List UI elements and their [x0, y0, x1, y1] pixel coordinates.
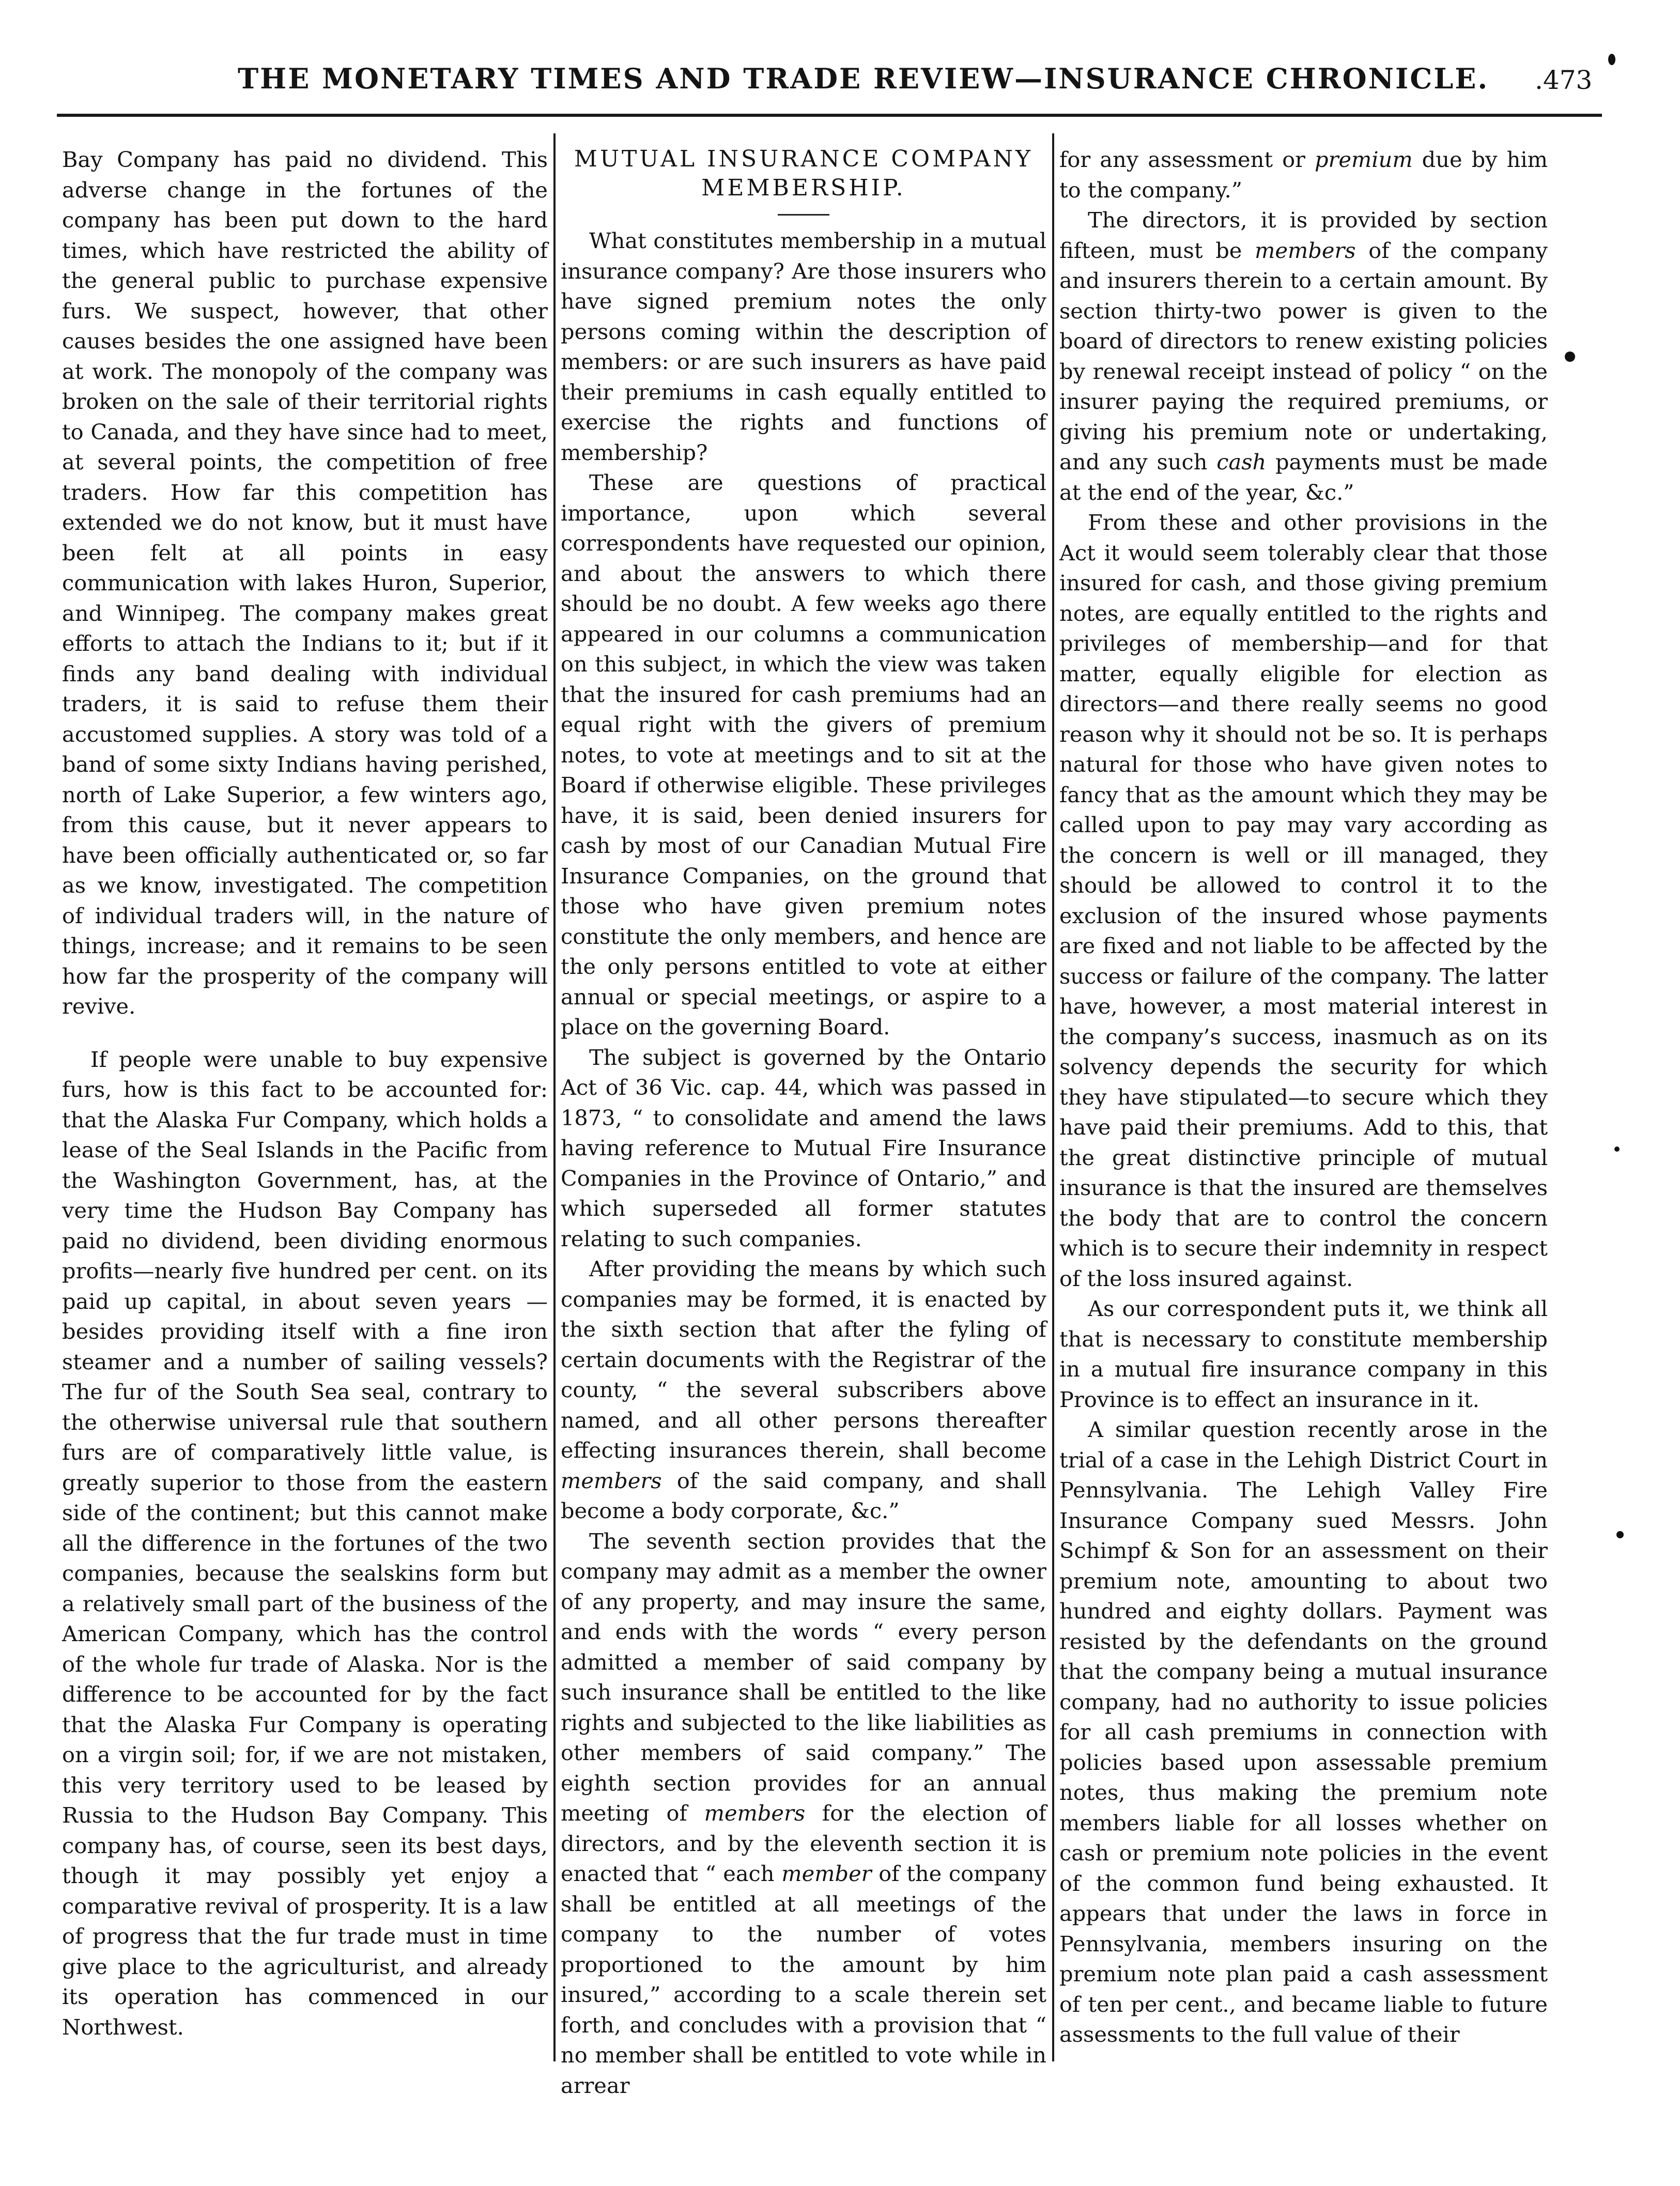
article-paragraph	[1059, 205, 1548, 508]
italic-run: members	[704, 1800, 806, 1826]
page-header	[57, 52, 1607, 109]
italic-run: members	[561, 1467, 662, 1493]
margin-dot	[1614, 1146, 1620, 1152]
article-paragraph: As our correspondent puts it, we think all that is necessary to constitute membership in a mutual fire insurance company in this Province is to effect an insurance in it.	[1059, 1296, 1548, 1412]
italic-run: cash	[1216, 449, 1267, 475]
italic-run: members	[1255, 237, 1356, 263]
article-paragraph	[1059, 145, 1548, 205]
italic-run: premium	[1314, 147, 1413, 172]
headline-rule	[778, 214, 829, 216]
article-paragraph: A similar question recently arose in the trial of a case in the Lehigh District Court in Pennsylvania. The Lehigh Valley Fire Insurance Company sued Messrs. John Schimpf & Son for an assessment on their premium note, amounting to about two hundred and eighty dollars. Payment was resisted by the defendants on the ground that the company being a mutual insurance company, had no authority to issue policies for all cash premiums in connection with policies based upon assessable premium notes, thus making the premium note members liable for all losses whether on cash or premium note policies in the event of the common fund being exhausted. It appears that under the laws in force in Pennsylvania, members insuring on the premium note plan paid a cash assessment of ten per cent., and became liable to future assessments to the full value of their	[1059, 1417, 1548, 2047]
article-paragraph: Bay Company has paid no dividend. This adverse change in the fortunes of the company has been put down to the hard times, which have restricted the ability of the general public to purchase expensive furs. We suspect, however, that other causes besides the one assigned have been at work. The monopoly of the company was broken on the sale of their territorial rights to Canada, and they have since had to meet, at several points, the competition of free traders. How far this competition has extended we do not know, but it must have been felt at all points in easy communication with lakes Huron, Superior, and Winnipeg. The company makes great efforts to attach the Indians to it; but if it finds any band dealing with individual traders, it is said to refuse them their accustomed supplies. A story was told of a band of some sixty Indians having perished, north of Lake Superior, a few winters ago, from this cause, but it never appears to have been officially authenticated or, so far as we know, investigated. The competition of individual traders will, in the nature of things, increase; and it remains to be seen how far the prosperity of the company will revive.	[62, 147, 548, 1019]
text-run: due by him to the company.”	[1059, 147, 1548, 203]
margin-dot	[1565, 351, 1575, 362]
text-run: payments must be made at the end of the year, &c.”	[1059, 449, 1548, 505]
margin-dot	[1608, 54, 1615, 65]
text-run: of the company shall be entitled at all meetings of the company to the number of votes proportioned to the amount by him insured,” according to a scale therein set forth, and concludes with a provision that “ no member shall be entitled to vote while in arrear	[561, 1861, 1046, 2098]
column-2	[561, 145, 1046, 2101]
column-divider-left	[553, 133, 556, 2061]
running-title: THE MONETARY TIMES AND TRADE REVIEW—INSURANCE CHRONICLE.	[238, 62, 1489, 95]
article-paragraph	[561, 1254, 1046, 1526]
header-rule	[57, 114, 1602, 117]
article-paragraph	[561, 1526, 1046, 2101]
margin-dot	[1616, 1531, 1624, 1538]
article-paragraph: The subject is governed by the Ontario Act of 36 Vic. cap. 44, which was passed in 1873, “ to consolidate and amend the laws having reference to Mutual Fire Insurance Companies in the Province of Ontario,” and which superseded all former statutes relating to such companies.	[561, 1044, 1046, 1251]
italic-run: member	[781, 1861, 872, 1886]
column-3	[1059, 145, 1548, 2050]
text-run: for the election of directors, and by the eleventh section it is enacted that “ each	[561, 1800, 1046, 1886]
column-divider-right	[1052, 133, 1054, 2061]
text-run: for any assessment or	[1059, 147, 1315, 172]
text-run: The directors, it is provided by section fifteen, must be	[1059, 207, 1548, 263]
text-run: of the said company, and shall become a body corporate, &c.”	[561, 1467, 1046, 1523]
text-run: After providing the means by which such companies may be formed, it is enacted by the sixth section that after the fyling of certain documents with the Registrar of the county, “ the several subscribers above named, and all other persons thereafter effecting insurances therein, shall become	[561, 1256, 1046, 1463]
article-paragraph: What constitutes membership in a mutual insurance company? Are those insurers who have signed premium notes the only persons coming within the description of members: or are such insurers as have paid their premiums in cash equally entitled to exercise the rights and functions of membership?	[561, 228, 1046, 465]
article-headline: MUTUAL INSURANCE COMPANY MEMBERSHIP.	[574, 146, 1034, 201]
article-paragraph: If people were unable to buy expensive furs, how is this fact to be accounted for: that the Alaska Fur Company, which holds a lease of the Seal Islands in the Pacific from the Washington Government, has, at the very time the Hudson Bay Company has paid no dividend, been dividing enormous profits—nearly five hundred per cent. on its paid up capital, in about seven years —besides providing itself with a fine iron steamer and a number of sailing vessels? The fur of the South Sea seal, contrary to the otherwise universal rule that southern furs are of comparatively little value, is greatly superior to those from the eastern side of the continent; but this cannot make all the difference in the fortunes of the two companies, because the sealskins form but a relatively small part of the business of the American Company, which has the control of the whole fur trade of Alaska. Nor is the difference to be accounted for by the fact that the Alaska Fur Company is operating on a virgin soil; for, if we are not mistaken, this very territory used to be leased by Russia to the Hudson Bay Company. This company has, of course, seen its best days, though it may possibly yet enjoy a comparative revival of prosperity. It is a law of progress that the fur trade must in time give place to the agriculturist, and already its operation has commenced in our Northwest.	[62, 1046, 548, 2040]
text-run: of the company and insurers therein to a certain amount. By section thirty-two power is given to the board of directors to renew existing policies by renewal receipt instead of policy “ on the insurer paying the required premiums, or giving his premium note or undertaking, and any such	[1059, 237, 1548, 475]
column-1	[62, 145, 548, 2042]
article-paragraph: These are questions of practical importance, upon which several correspondents have requested our opinion, and about the answers to which there should be no doubt. A few weeks ago there appeared in our columns a communication on this subject, in which the view was taken that the insured for cash premiums had an equal right with the givers of premium notes, to vote at meetings and to sit at the Board if otherwise eligible. These privileges have, it is said, been denied insurers for cash by most of our Canadian Mutual Fire Insurance Companies, on the ground that those who have given premium notes constitute the only members, and hence are the only persons entitled to vote at either annual or special meetings, or aspire to a place on the governing Board.	[561, 470, 1046, 1040]
article-paragraph: From these and other provisions in the Act it would seem tolerably clear that those insured for cash, and those giving premium notes, are equally entitled to the rights and privileges of membership—and for that matter, equally eligible for election as directors—and there really seems no good reason why it should not be so. It is perhaps natural for those who have given notes to fancy that as the amount which they may be called upon to pay may vary according as the concern is well or ill managed, they should be allowed to control it to the exclusion of the insured whose payments are fixed and not liable to be affected by the success or failure of the company. The latter have, however, a most material interest in the company’s success, inasmuch as on its solvency depends the security for which they have stipulated—to secure which they have paid their premiums. Add to this, that the great distinctive principle of mutual insurance is that the insured are themselves the body that are to control the concern which is to secure their indemnity in respect of the loss insured against.	[1059, 510, 1548, 1291]
page-number: .473	[1535, 65, 1593, 95]
text-run: The seventh section provides that the company may admit as a member the owner of any property, and may insure the same, and ends with the words “ every person admitted a member of said company by such insurance shall be entitled to the like rights and subjected to the like liabilities as other members of said company.” The eighth section provides for an annual meeting of	[561, 1528, 1046, 1826]
